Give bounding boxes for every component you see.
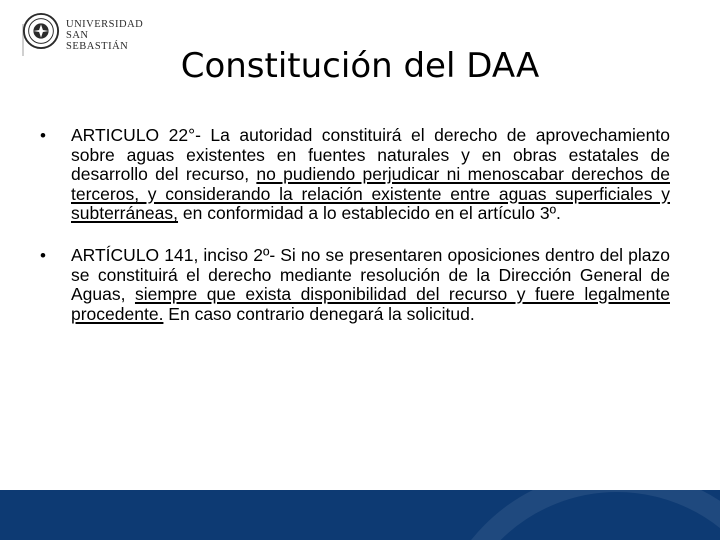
- university-seal-icon: [22, 12, 60, 50]
- slide-title: Constitución del DAA: [180, 46, 540, 86]
- bullet-text: ARTÍCULO 141, inciso 2º- Si no se presentaren oposiciones dentro del plazo se constituirá el derecho mediante resolución de la Dirección General de Aguas,: [71, 244, 670, 305]
- bullet-underlined-text: no pudiendo perjudicar ni menoscabar derechos de terceros, y considerando la relación existente entre aguas superficiales y subterráneas,: [71, 164, 670, 224]
- bullet-article-22: [40, 126, 670, 224]
- bullet-text: En caso contrario denegará la solicitud.: [163, 303, 475, 324]
- bullet-article-141: [40, 246, 670, 324]
- bullet-underlined-text: siempre que exista disponibilidad del recurso y fuere legalmente procedente.: [71, 284, 670, 324]
- bullet-text: ARTICULO 22°- La autoridad constituirá el derecho de aprovechamiento sobre aguas existentes en fuentes naturales y en obras estatales de desarrollo del recurso,: [71, 125, 670, 185]
- logo-line-1: UNIVERSIDAD: [66, 19, 144, 30]
- bullet-list: [40, 126, 670, 346]
- bullet-text: en conformidad a lo establecido en el artículo 3º.: [178, 203, 561, 224]
- footer-band: [0, 490, 720, 540]
- footer-seal-watermark: [430, 490, 720, 540]
- logo-line-2: SAN SEBASTIÁN: [66, 30, 129, 52]
